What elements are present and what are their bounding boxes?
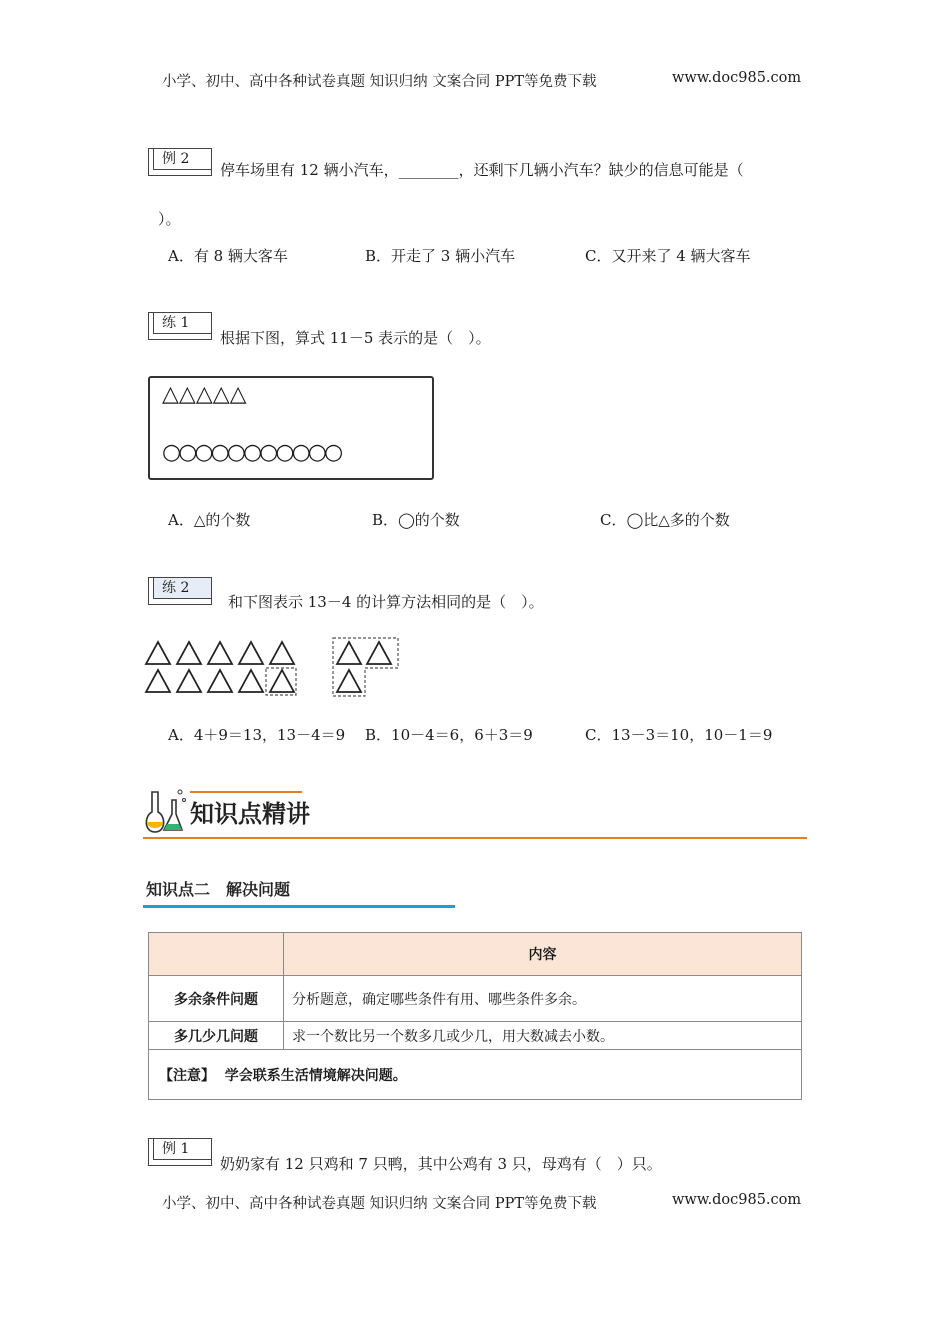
practice1-option-a: A．△的个数: [168, 511, 251, 529]
practice2-question: 和下图表示 13－4 的计算方法相同的是（ ）。: [228, 593, 544, 611]
practice1-question: 根据下图，算式 11－5 表示的是（ ）。: [220, 329, 491, 347]
banner-top-line: [190, 791, 302, 793]
table-row: [149, 1022, 802, 1050]
flask-icon: [140, 786, 188, 836]
example2-tag-label: 例 2: [153, 148, 212, 170]
table-header-empty: [149, 933, 284, 976]
triangle-shape: [208, 670, 232, 692]
table-note: [149, 1050, 802, 1100]
dashed-box: [333, 638, 398, 696]
section-underline: [143, 905, 455, 908]
footer-url[interactable]: www.doc985.com: [672, 1192, 802, 1208]
example1-tag: [148, 1138, 212, 1166]
practice2-figure: [140, 632, 410, 702]
example2-option-a: A．有 8 辆大客车: [168, 247, 288, 265]
footer-text: 小学、初中、高中各种试卷真题 知识归纳 文案合同 PPT等免费下载: [162, 1196, 597, 1212]
table-row-label: 多几少几问题: [149, 1022, 284, 1050]
practice2-option-c: C．13－3＝10，10－1＝9: [585, 726, 773, 744]
knowledge-section-title: 知识点二 解决问题: [146, 880, 291, 899]
practice1-option-c: C．◯比△多的个数: [600, 511, 730, 529]
triangle-shape: [337, 670, 361, 692]
table-header-row: [149, 933, 802, 976]
triangle-shape: [239, 670, 263, 692]
table-row: [149, 976, 802, 1022]
practice2-tag-label: 练 2: [153, 577, 212, 599]
triangle-shape: [146, 642, 170, 664]
triangle-shape: [177, 642, 201, 664]
triangle-shape: [367, 642, 391, 664]
practice1-tag: [148, 312, 212, 340]
example2-tag: [148, 148, 212, 176]
example2-question-line1: 停车场里有 12 辆小汽车，________，还剩下几辆小汽车？缺少的信息可能是（: [220, 161, 744, 179]
header-url[interactable]: www.doc985.com: [672, 70, 802, 86]
practice1-circles: ○○○○○○○○○○○: [162, 440, 341, 465]
table-note-row: [149, 1050, 802, 1100]
triangle-shape: [270, 642, 294, 664]
triangle-shape: [146, 670, 170, 692]
note-label: 【注意】: [159, 1067, 215, 1084]
table-row-value: 求一个数比另一个数多几或少几，用大数减去小数。: [284, 1022, 802, 1050]
table-row-label: 多余条件问题: [149, 976, 284, 1022]
practice2-option-b: B．10－4＝6，6＋3＝9: [365, 726, 533, 744]
practice1-triangles: △△△△△: [162, 382, 247, 407]
table-row-value: 分析题意，确定哪些条件有用、哪些条件多余。: [284, 976, 802, 1022]
triangle-shape: [270, 670, 294, 692]
knowledge-banner-title: 知识点精讲: [190, 800, 310, 828]
banner-underline: [143, 837, 807, 839]
triangle-shape: [239, 642, 263, 664]
practice2-option-a: A．4＋9＝13，13－4＝9: [168, 726, 346, 744]
triangle-shape: [337, 642, 361, 664]
practice1-option-b: B．◯的个数: [372, 511, 460, 529]
triangle-shape: [208, 642, 232, 664]
knowledge-table: [148, 932, 802, 1100]
example1-question: 奶奶家有 12 只鸡和 7 只鸭，其中公鸡有 3 只，母鸡有（ ）只。: [220, 1155, 662, 1173]
triangle-shape: [177, 670, 201, 692]
practice1-tag-label: 练 1: [153, 312, 212, 334]
practice1-figure-box: [148, 376, 434, 480]
note-text: 学会联系生活情境解决问题。: [224, 1067, 407, 1084]
table-header-content: 内容: [284, 933, 802, 976]
header-text: 小学、初中、高中各种试卷真题 知识归纳 文案合同 PPT等免费下载: [162, 74, 597, 90]
practice2-tag: [148, 577, 212, 605]
example2-option-c: C．又开来了 4 辆大客车: [585, 247, 751, 265]
example1-tag-label: 例 1: [153, 1138, 212, 1160]
example2-question-line2: ）。: [158, 210, 181, 228]
example2-option-b: B．开走了 3 辆小汽车: [365, 247, 516, 265]
